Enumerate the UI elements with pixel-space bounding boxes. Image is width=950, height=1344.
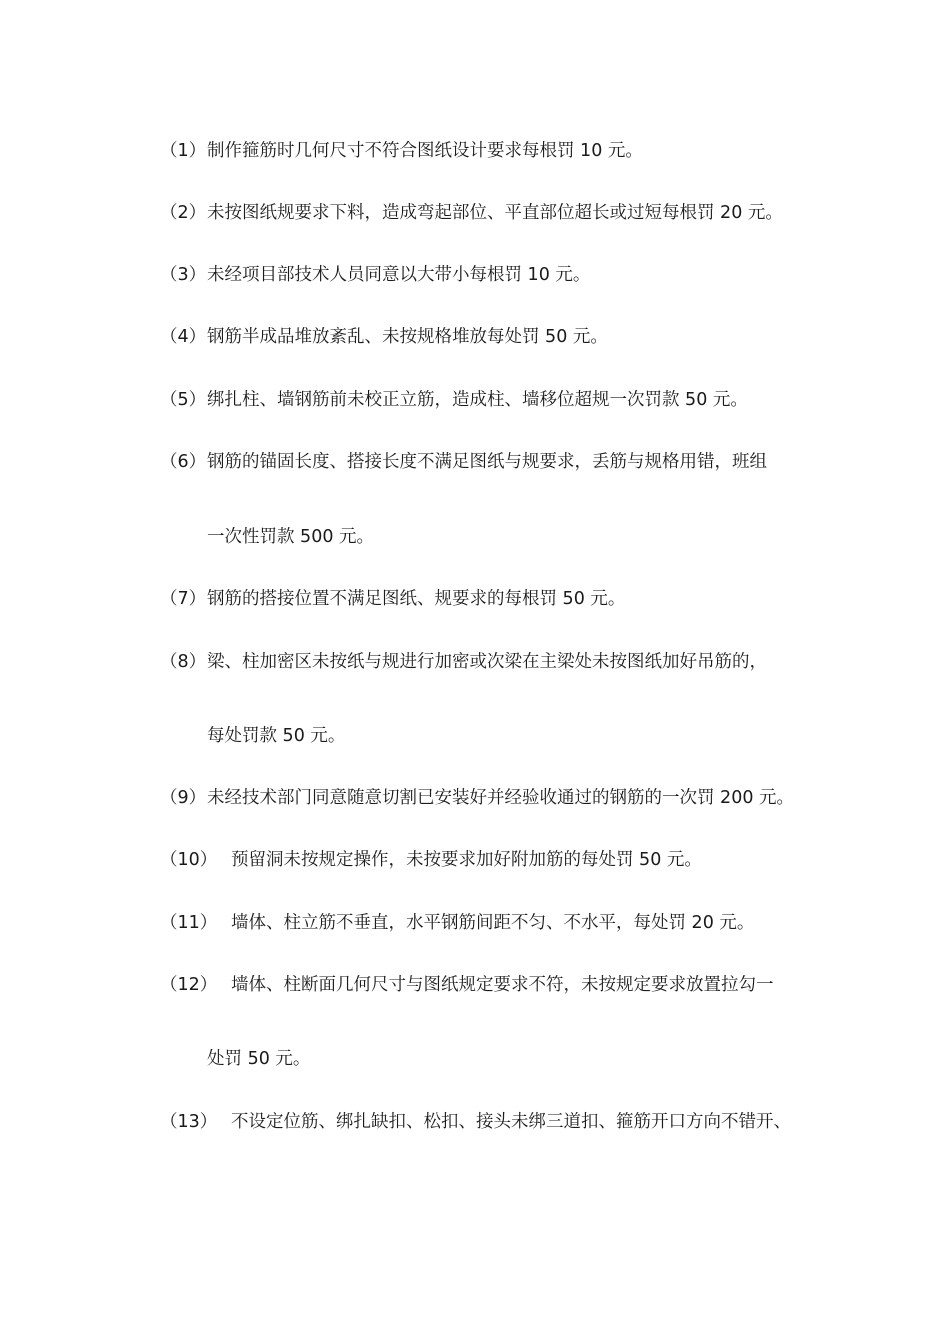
item-number: （2）: [160, 203, 207, 223]
item-text: 制作箍筋时几何尺寸不符合图纸设计要求每根罚 10 元。: [207, 141, 643, 161]
item-text: 墙体、柱立筋不垂直，水平钢筋间距不匀、不水平，每处罚 20 元。: [231, 913, 755, 933]
item-text: 预留洞未按规定操作，未按要求加好附加筋的每处罚 50 元。: [231, 850, 702, 870]
item-text: 钢筋的搭接位置不满足图纸、规要求的每根罚 50 元。: [207, 589, 626, 609]
item-number: （7）: [160, 589, 207, 609]
item-text: 钢筋半成品堆放紊乱、未按规格堆放每处罚 50 元。: [207, 327, 608, 347]
item-number: （5）: [160, 390, 207, 410]
item-number: （6）: [160, 452, 207, 472]
item-number: （1）: [160, 141, 207, 161]
item-text: 未经技术部门同意随意切割已安装好并经验收通过的钢筋的一次罚 200 元。: [207, 788, 795, 808]
item-text: 绑扎柱、墙钢筋前未校正立筋，造成柱、墙移位超规一次罚款 50 元。: [207, 390, 748, 410]
item-number: （3）: [160, 265, 207, 285]
item-number: （4）: [160, 327, 207, 347]
item-text: 不设定位筋、绑扎缺扣、松扣、接头未绑三道扣、箍筋开口方向不错开、: [231, 1112, 791, 1132]
item-number: （11）: [160, 913, 218, 933]
item-text: 未经项目部技术人员同意以大带小每根罚 10 元。: [207, 265, 591, 285]
item-number: （12）: [160, 975, 218, 995]
item-text-continuation: 处罚 50 元。: [207, 1049, 311, 1069]
item-number: （10）: [160, 850, 218, 870]
item-text: 钢筋的锚固长度、搭接长度不满足图纸与规要求，丢筋与规格用错，班组: [207, 452, 767, 472]
item-number: （9）: [160, 788, 207, 808]
item-text-continuation: 每处罚款 50 元。: [207, 726, 346, 746]
item-text: 梁、柱加密区未按纸与规进行加密或次梁在主梁处未按图纸加好吊筋的，: [207, 652, 767, 672]
item-text: 未按图纸规要求下料，造成弯起部位、平直部位超长或过短每根罚 20 元。: [207, 203, 783, 223]
item-number: （13）: [160, 1112, 218, 1132]
item-number: （8）: [160, 652, 207, 672]
item-text-continuation: 一次性罚款 500 元。: [207, 527, 375, 547]
item-text: 墙体、柱断面几何尺寸与图纸规定要求不符，未按规定要求放置拉勾一: [231, 975, 774, 995]
